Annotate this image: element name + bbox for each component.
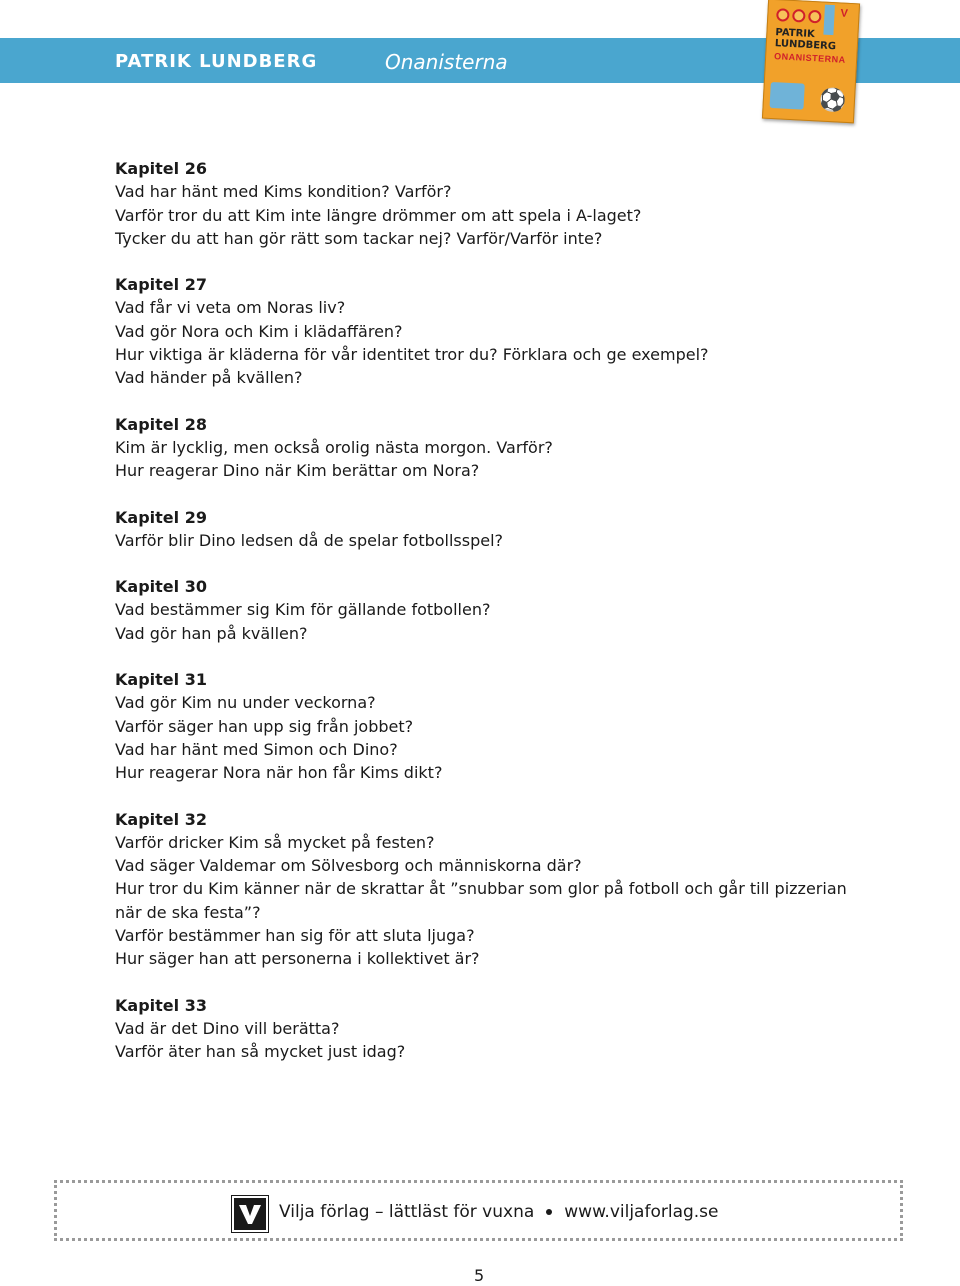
question: Vad är det Dino vill berätta? xyxy=(115,1018,340,1038)
chapter-questions xyxy=(115,157,875,1087)
question: Vad får vi veta om Noras liv? xyxy=(115,298,346,318)
question: Varför äter han så mycket just idag? xyxy=(115,1042,406,1062)
question: Vad gör Kim nu under veckorna? xyxy=(115,693,376,713)
question: Vad händer på kvällen? xyxy=(115,368,303,388)
publisher-tagline: Vilja förlag – lättläst för vuxna xyxy=(279,1202,535,1222)
v-logo-icon xyxy=(237,1202,263,1226)
chapter-heading: Kapitel 27 xyxy=(115,275,207,295)
chapter-heading: Kapitel 30 xyxy=(115,577,207,597)
question: Hur reagerar Nora när hon får Kims dikt? xyxy=(115,763,443,783)
chapter-heading: Kapitel 33 xyxy=(115,995,207,1015)
footer-text xyxy=(279,1202,719,1222)
chapter-section xyxy=(115,157,875,250)
question: Varför säger han upp sig från jobbet? xyxy=(115,716,414,736)
chapter-section xyxy=(115,994,875,1064)
chapter-heading: Kapitel 31 xyxy=(115,670,207,690)
page-number: 5 xyxy=(474,1266,485,1285)
question: Vad har hänt med Simon och Dino? xyxy=(115,739,398,759)
cover-circles xyxy=(776,8,822,23)
chapter-section xyxy=(115,575,875,645)
book-title: Onanisterna xyxy=(385,50,508,74)
cover-author xyxy=(775,27,837,52)
bullet-separator xyxy=(546,1209,552,1215)
question: Vad bestämmer sig Kim för gällande fotbollen? xyxy=(115,600,491,620)
chapter-section xyxy=(115,808,875,971)
question: Vad gör Nora och Kim i klädaffären? xyxy=(115,321,403,341)
author-name: PATRIK LUNDBERG xyxy=(115,51,318,72)
question: Vad säger Valdemar om Sölvesborg och människorna där? xyxy=(115,856,582,876)
question: Kim är lycklig, men också orolig nästa morgon. Varför? xyxy=(115,437,553,457)
cover-author-last: LUNDBERG xyxy=(774,38,837,53)
question: Varför bestämmer han sig för att sluta ljuga? xyxy=(115,926,475,946)
cover-figure-icon: ⚽ xyxy=(818,86,848,113)
question: Tycker du att han gör rätt som tackar nej? Varför/Varför inte? xyxy=(115,228,603,248)
question: Varför dricker Kim så mycket på festen? xyxy=(115,832,435,852)
chapter-heading: Kapitel 26 xyxy=(115,159,207,178)
chapter-section xyxy=(115,413,875,483)
cover-blue-shape xyxy=(769,82,804,110)
chapter-heading: Kapitel 32 xyxy=(115,809,207,829)
question: Varför blir Dino ledsen då de spelar fotbollsspel? xyxy=(115,530,504,550)
chapter-section xyxy=(115,273,875,389)
chapter-section xyxy=(115,506,875,553)
question: Hur säger han att personerna i kollektivet är? xyxy=(115,949,480,969)
vilja-logo-icon xyxy=(232,1196,268,1232)
question: Hur viktiga är kläderna för vår identitet tror du? Förklara och ge exempel? xyxy=(115,345,709,365)
cover-author-first: PATRIK xyxy=(775,27,816,41)
chapter-section xyxy=(115,668,875,784)
publisher-url[interactable]: www.viljaforlag.se xyxy=(564,1202,719,1222)
question: Vad har hänt med Kims kondition? Varför? xyxy=(115,182,452,202)
cover-logo-mark: V xyxy=(840,7,849,20)
question: Varför tror du att Kim inte längre drömmer om att spela i A-laget? xyxy=(115,205,642,225)
book-cover xyxy=(762,0,860,123)
question: Vad gör han på kvällen? xyxy=(115,623,308,643)
question: Hur reagerar Dino när Kim berättar om Nora? xyxy=(115,461,480,481)
chapter-heading: Kapitel 29 xyxy=(115,507,207,527)
question: Hur tror du Kim känner när de skrattar åt ”snubbar som glor på fotboll och går till pizzerian när de ska festa”? xyxy=(115,879,847,922)
chapter-heading: Kapitel 28 xyxy=(115,414,207,434)
cover-title: ONANISTERNA xyxy=(773,51,846,65)
